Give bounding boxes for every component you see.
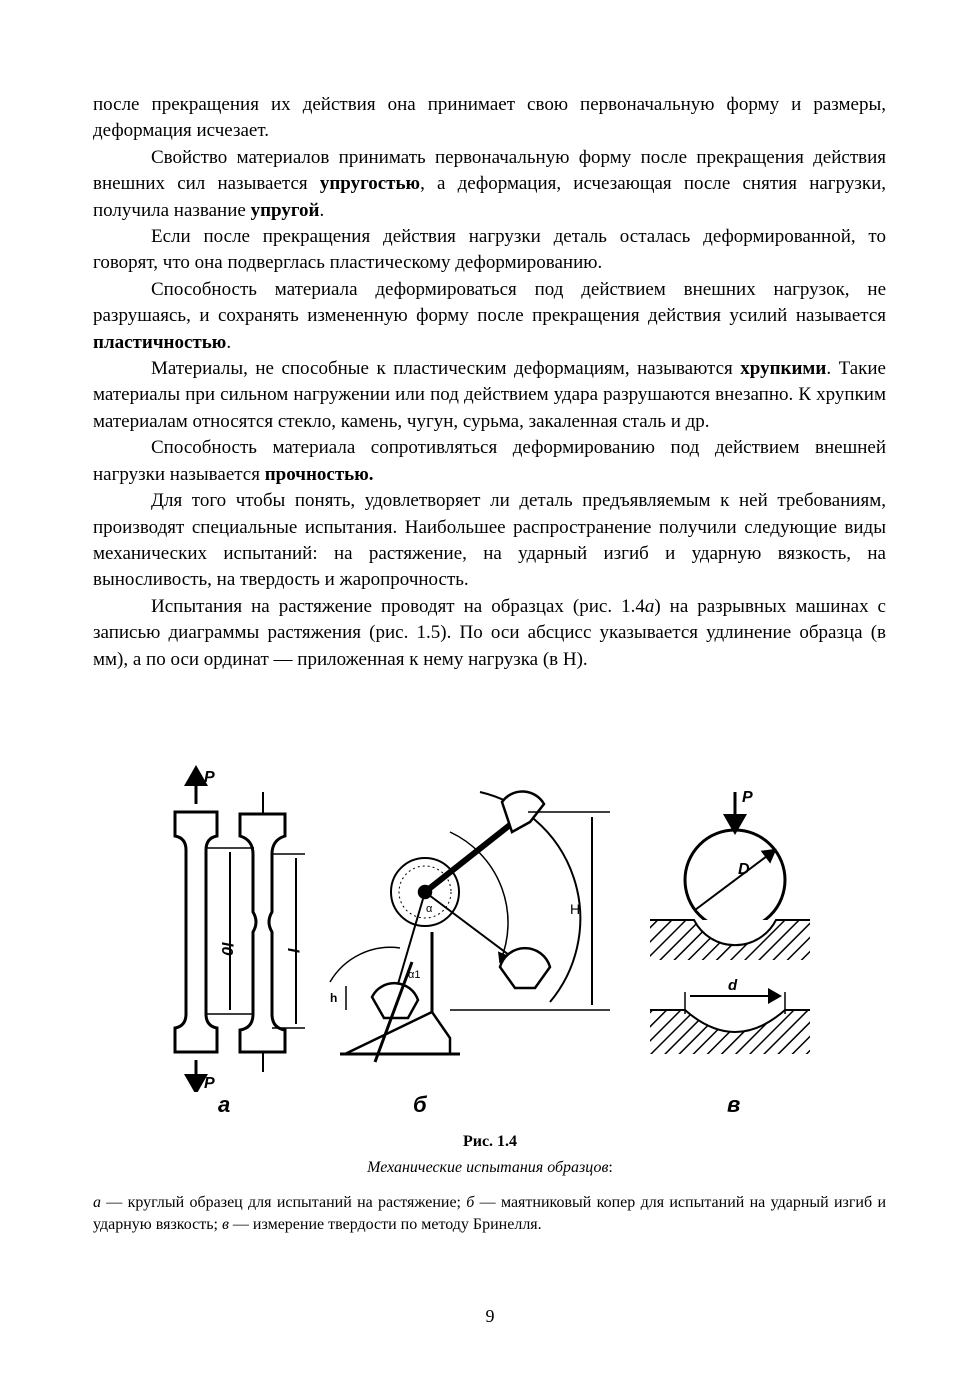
figure-1-4 <box>150 762 830 1122</box>
specimen-2-outline <box>240 814 285 1052</box>
paragraph-5-text: Материалы, не способные к пластическим деформациям, называются <box>151 358 741 380</box>
paragraph-4-end: . <box>226 331 232 353</box>
legend-text-v: — измерение твердости по методу Бринелля. <box>228 1216 542 1233</box>
paragraph-5 <box>93 356 886 435</box>
figure-label-a: а <box>218 1092 231 1117</box>
figure-caption-legend <box>93 1192 886 1236</box>
swing-arc-left <box>330 947 400 982</box>
paragraph-6-text: Способность материала сопротивляться деформированию под действием внешней нагрузки называется <box>93 437 886 485</box>
paragraph-6 <box>93 435 886 488</box>
term-brittle: хрупкими <box>740 358 827 380</box>
paragraph-4 <box>93 277 886 356</box>
diameter-D-line <box>695 850 775 910</box>
h-label: h <box>330 991 338 1005</box>
paragraph-1 <box>93 92 886 145</box>
legend-letter-b: б <box>466 1194 475 1211</box>
figure-label-b: б <box>413 1092 427 1117</box>
figure-drawing <box>150 762 830 1092</box>
caption-subtitle-colon: : <box>608 1159 613 1176</box>
term-strength: прочностью. <box>264 463 374 485</box>
paragraph-2-end: . <box>319 199 325 221</box>
l-label: l <box>284 948 301 953</box>
force-label-top: P <box>204 769 215 786</box>
paragraph-8-text: Испытания на растяжение проводят на образцах (рис. 1.4 <box>151 595 645 617</box>
term-elasticity: упругостью <box>319 173 421 195</box>
brinell-P-label: P <box>742 789 753 806</box>
figure-caption-title: Рис. 1.4 <box>462 1133 518 1150</box>
paragraph-7-text: Для того чтобы понять, удовлетворяет ли деталь предъявляемым к ней требованиям, производят специальные испытания. Наибольшее распространение получили следующие виды механических испытаний: на растяжение, на ударный изгиб и ударную вязкость, на выносливость, на твердость и жаропрочность. <box>93 490 886 591</box>
l0-label: l0 <box>218 942 235 956</box>
pendulum-arm-raised <box>425 817 520 892</box>
paragraph-1-text: после прекращения их действия она принимает свою первоначальную форму и размеры, деформация исчезает. <box>93 94 886 142</box>
hammer-rest <box>372 983 418 1018</box>
term-plasticity: пластичностью <box>93 331 227 353</box>
pendulum-tester <box>330 792 610 1062</box>
legend-letter-a: а <box>93 1194 101 1211</box>
paragraph-2-text-cont: , а деформация, исчезающая после снятия нагрузки, получила название <box>93 173 887 221</box>
alpha-label: α <box>426 903 433 915</box>
legend-letter-v: в <box>221 1216 229 1233</box>
specimen-a <box>175 768 305 1092</box>
paragraph-8-ref-letter: а <box>644 595 655 617</box>
paragraph-4-text: Способность материала деформироваться под действием внешних нагрузок, не разрушаясь, и сохранять измененную форму после прекращения действия усилий называется <box>93 278 886 327</box>
force-label-bottom: P <box>204 1075 215 1092</box>
figure-label-v: в <box>727 1092 741 1117</box>
paragraph-8-text-cont: ) на разрывных машинах с записью диаграммы растяжения (рис. 1.5). По оси абсцисс указывается удлинение образца (в мм), а по оси ординат — приложенная к нему нагрузка (в Н). <box>93 595 886 670</box>
brinell-test <box>650 792 810 1054</box>
term-elastic: упругой <box>250 199 320 221</box>
d-label: d <box>728 977 738 994</box>
H-label: H <box>570 901 581 917</box>
paragraph-2-text: Свойство материалов принимать первоначальную форму после прекращения действия внешних сил называется <box>93 146 886 195</box>
legend-text-a: — круглый образец для испытаний на растяжение; <box>101 1194 467 1211</box>
page-number: 9 <box>485 1306 495 1326</box>
paragraph-5-text-cont: . Такие материалы при сильном нагружении или под действием удара разрушаются внезапно. К хрупким материалам относятся стекло, камень, чугун, сурьма, закаленная сталь и др. <box>93 358 886 432</box>
paragraph-2 <box>93 145 886 224</box>
figure-caption-subtitle <box>0 1159 980 1177</box>
alpha1-label: α1 <box>408 969 421 981</box>
body-text <box>93 92 886 673</box>
paragraph-8 <box>93 594 886 673</box>
hammer-swung <box>500 948 550 988</box>
caption-subtitle-text: Механические испытания образцов <box>367 1159 609 1176</box>
paragraph-7 <box>93 488 886 594</box>
paragraph-3-text: Если после прекращения действия нагрузки деталь осталась деформированной, то говорят, что она подверглась пластическому деформированию. <box>93 226 886 274</box>
legend-text-b: — маятниковый копер для испытаний на ударный изгиб и ударную вязкость; <box>93 1194 887 1233</box>
D-label: D <box>738 861 750 878</box>
paragraph-3 <box>93 224 886 277</box>
